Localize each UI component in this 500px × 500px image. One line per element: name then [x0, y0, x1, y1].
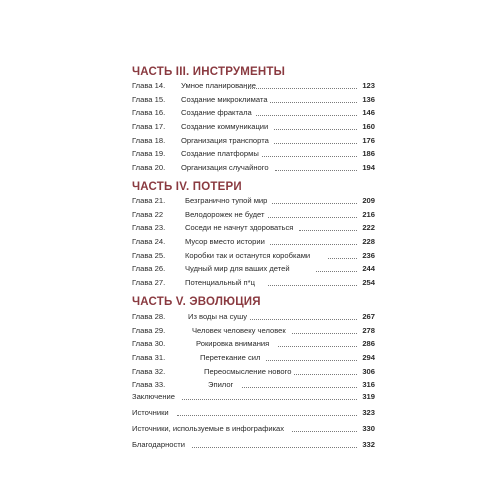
page-number: 316 [362, 380, 375, 390]
chapter-title: Создание фрактала [181, 108, 252, 118]
chapter-title: Соседи не начнут здороваться [185, 223, 294, 233]
section-title: Благодарности [132, 440, 186, 449]
chapter-number: Глава 14. [132, 81, 166, 90]
leader-dots [274, 143, 357, 144]
chapter-title: Переосмысление нового [204, 366, 292, 376]
chapter-number: Глава 22 [132, 209, 164, 219]
page-number: 146 [362, 108, 375, 118]
page-number: 209 [362, 196, 375, 205]
page-number: 254 [362, 278, 375, 288]
toc-row-ch20[interactable] [132, 163, 375, 177]
toc-row-ch27[interactable] [132, 278, 375, 292]
page-number: 160 [362, 122, 375, 132]
leader-dots [278, 346, 357, 347]
toc-row-ch22[interactable] [132, 210, 375, 224]
chapter-title: Потенциальный п*ц [185, 278, 255, 288]
toc-row-ch30[interactable] [132, 339, 375, 353]
toc-row-ch21[interactable] [132, 196, 375, 210]
chapter-title: Велодорожек не будет [185, 209, 265, 219]
chapter-number: Глава 33. [132, 380, 166, 390]
chapter-number: Глава 26. [132, 264, 166, 274]
leader-dots [246, 88, 357, 89]
leader-dots [275, 170, 357, 171]
toc-row-ch26[interactable] [132, 264, 375, 278]
chapter-number: Глава 16. [132, 108, 166, 118]
leader-dots [268, 285, 357, 286]
section-title: Источники, используемые в инфографиках [132, 424, 285, 433]
toc-row-ch19[interactable] [132, 149, 375, 163]
leader-dots [182, 399, 357, 400]
toc-row-infographic-sources[interactable] [132, 424, 375, 440]
leader-dots [299, 230, 357, 231]
chapter-title: Умное планирование [181, 81, 256, 90]
leader-dots [274, 129, 357, 130]
chapter-number: Глава 28. [132, 312, 166, 321]
page-number: 267 [362, 312, 375, 321]
chapter-number: Глава 15. [132, 94, 166, 104]
toc-row-ch15[interactable] [132, 95, 375, 109]
toc-row-conclusion[interactable] [132, 392, 375, 408]
toc-row-ch14[interactable] [132, 81, 375, 95]
chapter-number: Глава 29. [132, 325, 166, 335]
leader-dots [250, 319, 357, 320]
chapter-title: Рокировка внимания [196, 339, 270, 349]
chapter-title: Создание микроклимата [181, 94, 268, 104]
chapter-number: Глава 31. [132, 353, 166, 363]
toc-row-ch25[interactable] [132, 251, 375, 265]
part-3-chapter-list [132, 81, 375, 177]
toc-row-ch32[interactable] [132, 367, 375, 381]
leader-dots [262, 156, 357, 157]
page-number: 332 [362, 440, 375, 449]
chapter-number: Глава 32. [132, 366, 166, 376]
chapter-title: Из воды на сушу [188, 312, 248, 321]
chapter-number: Глава 27. [132, 278, 166, 288]
leader-dots [177, 415, 357, 416]
toc-row-sources[interactable] [132, 408, 375, 424]
page-number: 194 [362, 163, 375, 173]
page-number: 123 [362, 81, 375, 90]
chapter-number: Глава 19. [132, 149, 166, 159]
toc-row-ch28[interactable] [132, 312, 375, 326]
page-number: 306 [362, 366, 375, 376]
leader-dots [242, 387, 357, 388]
chapter-title: Эпилог [208, 380, 234, 390]
page-number: 228 [362, 237, 375, 247]
leader-dots [328, 258, 357, 259]
leader-dots [292, 431, 357, 432]
chapter-number: Глава 25. [132, 250, 166, 260]
chapter-number: Глава 21. [132, 196, 166, 205]
part-4-title: ЧАСТЬ IV. ПОТЕРИ [132, 181, 242, 193]
page-number: 236 [362, 250, 375, 260]
chapter-number: Глава 23. [132, 223, 166, 233]
leader-dots [268, 217, 357, 218]
leader-dots [292, 333, 357, 334]
chapter-number: Глава 24. [132, 237, 166, 247]
chapter-title: Создание платформы [181, 149, 259, 159]
chapter-title: Коробки так и останутся коробками [185, 250, 311, 260]
chapter-title: Организация случайного [181, 163, 269, 173]
leader-dots [294, 374, 357, 375]
page-number: 216 [362, 209, 375, 219]
page-number: 286 [362, 339, 375, 349]
chapter-title: Человек человеку человек [192, 325, 286, 335]
chapter-number: Глава 17. [132, 122, 166, 132]
part-4-chapter-list [132, 196, 375, 292]
toc-row-ch24[interactable] [132, 237, 375, 251]
leader-dots [316, 271, 357, 272]
toc-row-ch17[interactable] [132, 122, 375, 136]
section-title: Источники [132, 408, 169, 417]
leader-dots [270, 244, 357, 245]
chapter-title: Безгранично тупой мир [185, 196, 268, 205]
chapter-number: Глава 30. [132, 339, 166, 349]
part-3-title: ЧАСТЬ III. ИНСТРУМЕНТЫ [132, 66, 286, 78]
toc-row-ch18[interactable] [132, 136, 375, 150]
page-number: 176 [362, 135, 375, 145]
chapter-title: Перетекание сил [200, 353, 261, 363]
chapter-title: Создание коммуникации [181, 122, 269, 132]
leader-dots [272, 203, 357, 204]
part-5-title: ЧАСТЬ V. ЭВОЛЮЦИЯ [132, 296, 261, 308]
chapter-title: Мусор вместо истории [185, 237, 265, 247]
toc-row-ch29[interactable] [132, 326, 375, 340]
page-number: 323 [362, 408, 375, 417]
page-number: 294 [362, 353, 375, 363]
toc-row-ch23[interactable] [132, 223, 375, 237]
chapter-title: Организация транспорта [181, 135, 269, 145]
page-number: 278 [362, 325, 375, 335]
page-number: 244 [362, 264, 375, 274]
chapter-title: Чудный мир для ваших детей [185, 264, 290, 274]
chapter-number: Глава 18. [132, 135, 166, 145]
leader-dots [270, 102, 357, 103]
chapter-number: Глава 20. [132, 163, 166, 173]
leader-dots [256, 115, 357, 116]
leader-dots [192, 447, 357, 448]
page-number: 330 [362, 424, 375, 433]
toc-row-ch16[interactable] [132, 108, 375, 122]
page-number: 186 [362, 149, 375, 159]
section-title: Заключение [132, 392, 176, 401]
page-number: 136 [362, 94, 375, 104]
end-matter-list [132, 392, 375, 456]
part-5-chapter-list [132, 312, 375, 394]
toc-row-ch31[interactable] [132, 353, 375, 367]
page-number: 319 [362, 392, 375, 401]
leader-dots [266, 360, 357, 361]
toc-row-acknowledgements[interactable] [132, 440, 375, 456]
page-number: 222 [362, 223, 375, 233]
